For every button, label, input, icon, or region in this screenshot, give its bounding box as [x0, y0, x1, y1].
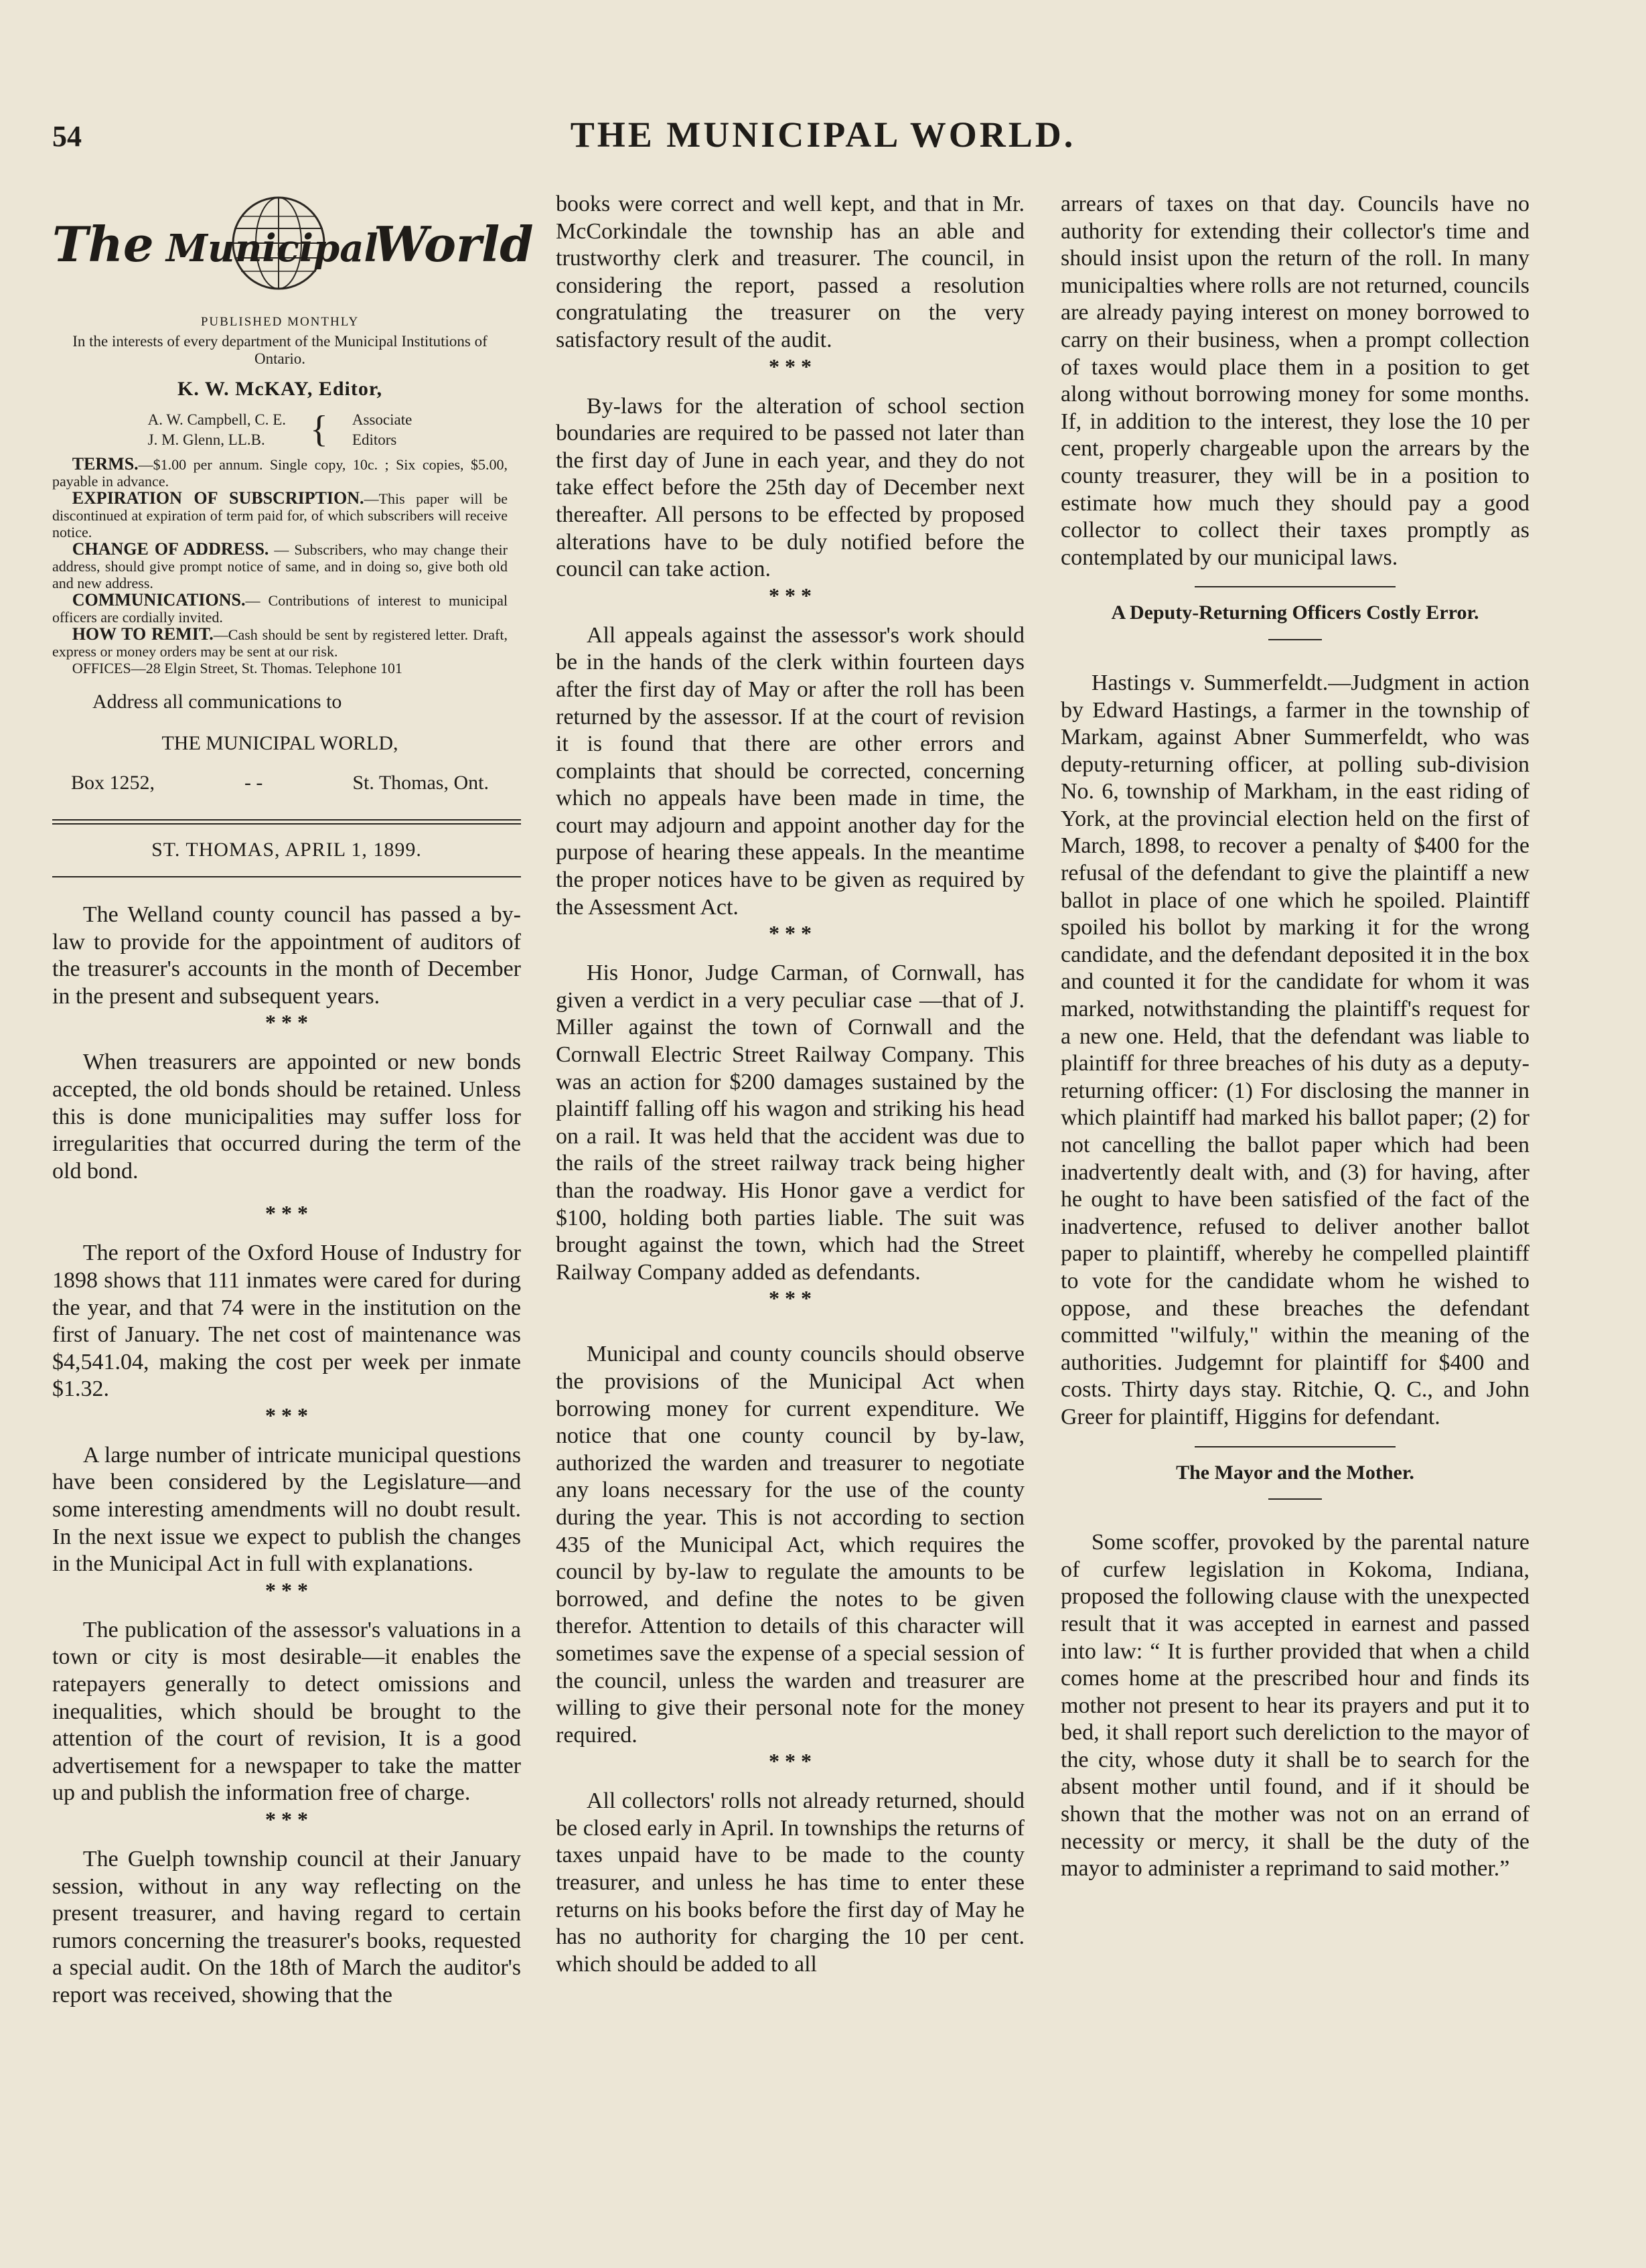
paragraph: The publication of the assessor's valuations in a town or city is most desirable—it enables the ratepayers generally to detect omissions and inequalities, which should be brought to the attention of the court of revision, It is a good advertisement for a newspaper to take the matter up and publish the information free of charge. — [52, 1617, 521, 1806]
paragraph: When treasurers are appointed or new bonds accepted, the old bonds should be retained. Unless this is done municipalities may suffer loss for irregularities that occurred during the term of the old bond. — [52, 1050, 521, 1184]
associate-role: Associate — [352, 411, 413, 428]
asterism: * * * — [265, 1577, 308, 1602]
paragraph: The report of the Oxford House of Industry for 1898 shows that 111 inmates were cared for during the year, and that 74 were in the institution on the first of January. The net cost of maintenance was $4,541.04, making the cost per week per inmate $1.32. — [52, 1241, 521, 1402]
notice-change-of-address: CHANGE OF ADDRESS. — Subscribers, who may change their address, should give prompt notice of same, and in doing so, give both old and new address. — [52, 539, 508, 591]
paragraph: arrears of taxes on that day. Councils have no authority for extending their collector's time and should insist upon the return of the roll. In many municipalties where rolls are not returned, councils are already paying interest on money borrowed to carry on their business, when a prompt collection of taxes would place them in a position to get along without borrowing money for some months. If, in addition to the interest, they lose the 10 per cent, properly chargeable upon the arrears by the county treasurer, they will be in a position to estimate how much they should pay a good collector to collect their taxes promptly as contemplated by our municipal laws. — [1061, 192, 1529, 570]
address-line: Address all communications to — [92, 690, 342, 713]
globe-logo-icon — [52, 191, 534, 305]
masthead-logo — [52, 191, 534, 305]
published-monthly: PUBLISHED MONTHLY — [200, 315, 360, 329]
asterism: * * * — [769, 1286, 812, 1311]
page-number: 54 — [52, 120, 82, 153]
associate-role: Editors — [352, 431, 397, 448]
paragraph: All collectors' rolls not already returned, should be closed early in April. In townships the returns of taxes unpaid have to be made to the county treasurer, and unless he has time to enter these returns on his books before the first day of May he has no authority for charging the 10 per cent. which should be added to all — [556, 1788, 1025, 1977]
rule — [1195, 1446, 1396, 1447]
asterism: * * * — [265, 1807, 308, 1831]
brace-icon: { — [310, 408, 328, 450]
running-head — [0, 114, 1646, 167]
publication-name: THE MUNICIPAL WORLD, — [161, 732, 398, 755]
notice-communications: COMMUNICATIONS.— Contributions of interest to municipal officers are cordially invited. — [52, 589, 508, 626]
paragraph: books were correct and well kept, and that in Mr. McCorkindale the township has an able and trustworthy clerk and treasurer. The council, in considering the report, passed a resolution congratulating the treasurer on the very satisfactory result of the audit. — [556, 192, 1025, 352]
associate-name: A. W. Campbell, C. E. — [147, 411, 287, 428]
masthead-interests: In the interests of every department of the Municipal Institutions of Ontario. — [72, 333, 488, 367]
rule — [1268, 639, 1322, 640]
asterism: * * * — [769, 354, 812, 378]
column-1 — [52, 191, 534, 2009]
notices — [52, 455, 508, 677]
paragraph: The Guelph township council at their January session, without in any way reflecting on the present treasurer, and having regard to certain rumors concerning the treasurer's books, requested a special audit. On the 18th of March the auditor's report was received, showing that the — [52, 1847, 521, 2007]
paragraph: All appeals against the assessor's work should be in the hands of the clerk within fourteen days after the first day of May or after the roll has been returned by the assessor. If at the court of revision it is found that there are other errors and complaints that should be corrected, concerning which no appeals have been made in time, the court may adjourn and appoint another day for the purpose of hearing these appeals. In the meantime the proper notices have to be given as required by the Assessment Act. — [556, 622, 1025, 920]
svg-text:World: World — [374, 216, 534, 273]
rule — [1268, 1498, 1322, 1500]
svg-text:The: The — [52, 216, 154, 273]
offices-line: OFFICES—28 Elgin Street, St. Thomas. Telephone 101 — [72, 659, 402, 677]
paragraph: His Honor, Judge Carman, of Cornwall, has given a verdict in a very peculiar case —that of J. Miller against the town of Cornwall and the Cornwall Electric Street Railway Company. This was an action for $200 damages sustained by the plaintiff falling off his wagon and striking his head on a rail. It was held that the accident was due to the rails of the street railway track being higher than the roadway. His Honor gave a verdict for $100, holding both parties liable. The suit was brought against the town, which had the Street Railway Company added as defendants. — [556, 961, 1025, 1285]
svg-text:Municipal: Municipal — [166, 226, 378, 271]
column-2 — [556, 191, 1025, 1978]
box-number: Box 1252, — [71, 771, 155, 794]
section-heading: A Deputy-Returning Officers Costly Error. — [1111, 601, 1479, 624]
masthead — [52, 191, 534, 796]
paragraph: By-laws for the alteration of school section boundaries are required to be passed not later than the first day of June in each year, and they do not take effect before the 25th day of December next thereafter. All persons to be effected by proposed alterations have to be duly notified before the council can take action. — [556, 393, 1025, 582]
paragraph: The Welland county council has passed a by-law to provide for the appointment of auditors of the treasurer's accounts in the month of December in the present and subsequent years. — [52, 902, 521, 1009]
notice-expiration: EXPIRATION OF SUBSCRIPTION.—This paper will be discontinued at expiration of term paid for, of which subscribers will receive notice. — [52, 488, 508, 541]
paragraph: A large number of intricate municipal questions have been considered by the Legislature—and some interesting amendments will no doubt result. In the next issue we expect to publish the changes in the Municipal Act in full with explanations. — [52, 1442, 521, 1577]
section-heading: The Mayor and the Mother. — [1176, 1461, 1414, 1484]
editor-line: K. W. McKAY, Editor, — [177, 378, 382, 400]
asterism: * * * — [265, 1403, 308, 1427]
paragraph: Hastings v. Summerfeldt.—Judgment in action by Edward Hastings, a farmer in the township of Markam, against Abner Summerfeldt, who was deputy-returning officer, at polling sub-division No. 6, township of Markham, in the east riding of York, at the provincial election held on the first of March, 1898, to recover a penalty of $400 for the refusal of the defendant to give the plaintiff a new ballot in place of one which he spoiled. Plaintiff spoiled his bollot by marking it for the wrong candidate, and the defendant deposited it in the box and counted it for the candidate for whom it was marked, notwithstanding the plaintiff's request for a new one. Held, that the defendant was liable to plaintiff for three breaches of his duty as a deputy-returning officer: (1) For disclosing the manner in which plaintiff had marked his ballot paper; (2) for not cancelling the ballot paper which had been inadvertently dealt with, and (3) for having, after he ought to have been satisfied of the fact of the inadvertence, refused to deliver another ballot paper to plaintiff, whereby he compelled plaintiff to vote for the candidate whom he wished to oppose, and these breaches the defendant committed "wilfuly," within the meaning of the authorities. Judgemnt for plaintiff for $400 and costs. Thirty days stay. Ritchie, Q. C., and John Greer for plaintiff, Higgins for defendant. — [1061, 670, 1529, 1429]
notice-how-to-remit: HOW TO REMIT.—Cash should be sent by registered letter. Draft, express or money orders may be sent at our risk. — [52, 624, 508, 660]
asterism: * * * — [769, 1749, 812, 1774]
associate-editors — [52, 410, 508, 450]
city: St. Thomas, Ont. — [352, 771, 489, 794]
journal-title: THE MUNICIPAL WORLD. — [570, 115, 1076, 155]
rule — [52, 876, 521, 877]
box-line — [52, 770, 508, 797]
paragraph: Some scoffer, provoked by the parental nature of curfew legislation in Kokoma, Indiana, proposed the following clause with the unexpected result that it was accepted in earnest and passed into law: “ It is further provided that when a child comes home at the prescribed hour and finds its mother not present to hear its prayers and put it to bed, it shall report such dereliction to the mayor of the city, whose duty it shall be to search for the absent mother until found, and if it should be shown that the mother was not on an errand of necessity or mercy, it shall be the duty of the mayor to administer a reprimand to said mother.” — [1061, 1530, 1529, 1882]
dateline: ST. THOMAS, APRIL 1, 1899. — [151, 839, 422, 861]
double-rule — [52, 819, 521, 825]
rule — [1195, 586, 1396, 587]
associate-name: J. M. Glenn, LL.B. — [147, 431, 265, 448]
asterism: * * * — [769, 583, 812, 608]
asterism: * * * — [769, 921, 812, 946]
asterism: * * * — [265, 1010, 308, 1035]
separator-dashes: - - — [244, 771, 263, 794]
notice-terms: TERMS.—$1.00 per annum. Single copy, 10c. ; Six copies, $5.00, payable in advance. — [52, 453, 508, 490]
asterism: * * * — [265, 1201, 308, 1226]
paragraph: Municipal and county councils should observe the provisions of the Municipal Act when borrowing money for current expenditure. We notice that one county council by by-law, authorized the warden and treasurer to negotiate any loans necessary for the use of the county during the year. This is not according to section 435 of the Municipal Act, which requires the council by by-law to regulate the amounts to be borrowed, and define the notes to be given therefor. Attention to details of this character will sometimes save the expense of a special session of the council, unless the warden and treasurer are willing to give their personal note for the money required. — [556, 1342, 1025, 1748]
column-3 — [1061, 191, 1529, 1883]
